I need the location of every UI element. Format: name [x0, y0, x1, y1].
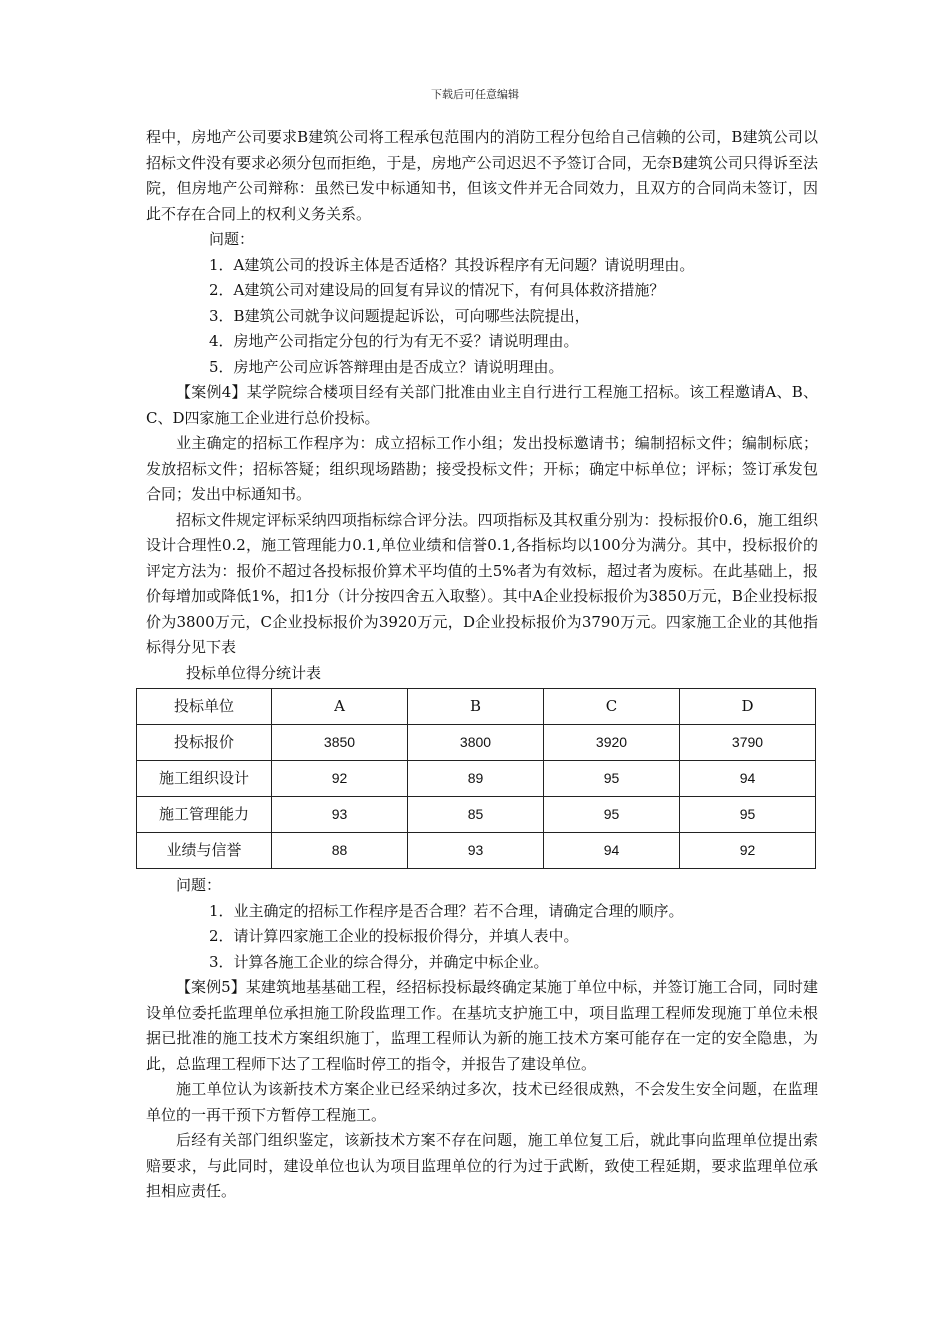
table-cell: 3920: [544, 725, 680, 761]
table-cell: 95: [544, 797, 680, 833]
table-cell: 92: [680, 833, 816, 869]
table-cell: 3790: [680, 725, 816, 761]
case4-questions-label: 问题：: [176, 876, 222, 894]
table-header-cell: B: [408, 689, 544, 725]
table-cell: 95: [680, 797, 816, 833]
table-row-label: 业绩与信誉: [137, 833, 272, 869]
case3-question: 5．房地产公司应诉答辩理由是否成立？请说明理由。: [209, 357, 564, 376]
case4-intro: 【案例4】某学院综合楼项目经有关部门批准由业主自行进行工程施工招标。该工程邀请A、B、C、D四家施工企业进行总价投标。: [146, 383, 818, 427]
table-row: [137, 833, 816, 869]
table-row: [137, 725, 816, 761]
table-row-label: 投标报价: [137, 725, 272, 761]
table-header-cell: D: [680, 689, 816, 725]
table-header-row: [137, 689, 816, 725]
page-header: 下载后可任意编辑: [431, 88, 519, 101]
case4-question: 2．请计算四家施工企业的投标报价得分，并填人表中。: [209, 927, 579, 945]
table-cell: 94: [680, 761, 816, 797]
table-cell: 3850: [272, 725, 408, 761]
case3-question: 2．A建筑公司对建设局的回复有异议的情况下，有何具体救济措施？: [209, 281, 665, 299]
case3-question: 3．B建筑公司就争议问题提起诉讼，可向哪些法院提出，: [209, 306, 590, 325]
case4-question: 1．业主确定的招标工作程序是否合理？若不合理，请确定合理的顺序。: [209, 901, 684, 920]
table-cell: 93: [272, 797, 408, 833]
case5-intro: 【案例5】某建筑地基基础工程，经招标投标最终确定某施丁单位中标，并签订施工合同，同时建设单位委托监理单位承担施工阶段监理工作。在基坑支护施工中，项目监理工程师发现施丁单位未根据已批准的施工技术方案组织施丁，监理工程师认为新的施工技术方案可能存在一定的安全隐患，为此，总监理工程师下达了工程临时停工的指令，并报告了建设单位。: [146, 978, 818, 1073]
case3-questions-label: 问题：: [209, 230, 255, 248]
case5-paragraph: 后经有关部门组织鉴定，该新技术方案不存在问题，施工单位复工后，就此事向监理单位提出索赔要求，与此同时，建设单位也认为项目监理单位的行为过于武断，致使工程延期，要求监理单位承担相应责任。: [146, 1131, 818, 1200]
table-row: [137, 797, 816, 833]
table-cell: 89: [408, 761, 544, 797]
case4-question: 3．计算各施工企业的综合得分，并确定中标企业。: [209, 952, 549, 971]
document-body: [146, 125, 818, 1205]
table-header-cell: C: [544, 689, 680, 725]
table-cell: 95: [544, 761, 680, 797]
table-header-cell: A: [272, 689, 408, 725]
table-caption: 投标单位得分统计表: [186, 663, 322, 682]
table-row-label: 施工管理能力: [137, 797, 272, 833]
case5-paragraph: 施工单位认为该新技术方案企业已经采纳过多次，技术已经很成熟，不会发生安全问题，在监理单位的一再干预下方暂停工程施工。: [146, 1080, 818, 1124]
table-cell: 88: [272, 833, 408, 869]
table-row-label: 施工组织设计: [137, 761, 272, 797]
table-header-cell: 投标单位: [137, 689, 272, 725]
case3-paragraph: 程中，房地产公司要求B建筑公司将工程承包范围内的消防工程分包给自己信赖的公司，B建筑公司以招标文件没有要求必须分包而拒绝，于是，房地产公司迟迟不予签订合同，无奈B建筑公司只得诉至法院，但房地产公司辩称：虽然已发中标通知书，但该文件并无合同效力，且双方的合同尚未签订，因此不存在合同上的权利义务关系。: [146, 128, 818, 223]
table-cell: 94: [544, 833, 680, 869]
case4-scoring-rules: 招标文件规定评标采纳四项指标综合评分法。四项指标及其权重分别为：投标报价0.6，施工组织设计合理性0.2，施工管理能力0.1,单位业绩和信誉0.1,各指标均以100分为满分。其中，投标报价的评定方法为：报价不超过各投标报价算术平均值的土5%者为有效标，超过者为废标。在此基础上，报价每增加或降低1%，扣1分（计分按四舍五入取整）。其中A企业投标报价为3850万元，B企业投标报价为3800万元，C企业投标报价为3920万元，D企业投标报价为3790万元。四家施工企业的其他指标得分见下表: [146, 510, 818, 656]
score-table: [136, 688, 816, 869]
table-row: [137, 761, 816, 797]
table-cell: 93: [408, 833, 544, 869]
table-cell: 85: [408, 797, 544, 833]
table-cell: 92: [272, 761, 408, 797]
case3-question: 1．A建筑公司的投诉主体是否适格？其投诉程序有无问题？请说明理由。: [209, 255, 695, 274]
case4-procedure: 业主确定的招标工作程序为：成立招标工作小组；发出投标邀请书；编制招标文件；编制标底；发放招标文件；招标答疑；组织现场踏勘；接受投标文件；开标；确定中标单位；评标；签订承发包合同；发出中标通知书。: [146, 434, 818, 503]
case3-question: 4．房地产公司指定分包的行为有无不妥？请说明理由。: [209, 332, 579, 350]
table-cell: 3800: [408, 725, 544, 761]
